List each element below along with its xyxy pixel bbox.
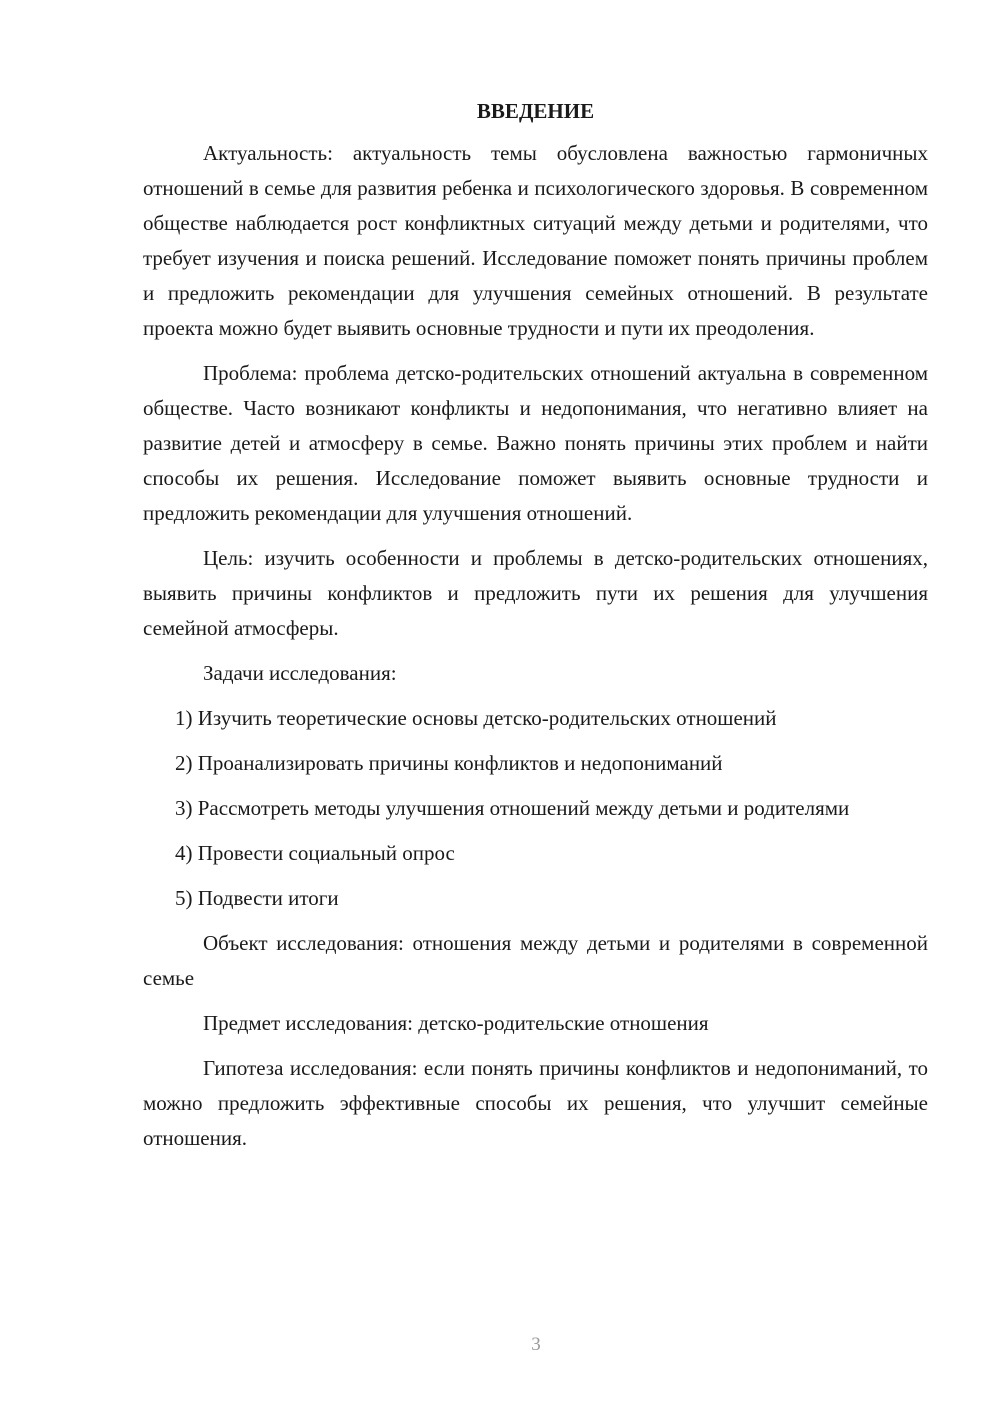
object-paragraph: Объект исследования: отношения между детьми и родителями в современной семье [143,931,928,990]
section-heading: ВВЕДЕНИЕ [476,99,595,123]
tasks-title: Задачи исследования: [203,661,397,685]
page-number: 3 [531,1334,541,1355]
task-item-5: 5) Подвести итоги [175,886,339,910]
page-content [143,96,928,1166]
task-item-1: 1) Изучить теоретические основы детско-родительских отношений [175,706,777,730]
subject-paragraph: Предмет исследования: детско-родительские отношения [203,1011,709,1035]
task-item-4: 4) Провести социальный опрос [175,841,455,865]
relevance-paragraph: Актуальность: актуальность темы обусловлена важностью гармоничных отношений в семье для развития ребенка и психологического здоровья. В современном обществе наблюдается рост конфликтных ситуаций между детьми и родителями, что требует изучения и поиска решений. Исследование поможет понять причины проблем и предложить рекомендации для улучшения семейных отношений. В результате проекта можно будет выявить основные трудности и пути их преодоления. [143,141,928,340]
task-item-2: 2) Проанализировать причины конфликтов и недопониманий [175,751,723,775]
hypothesis-paragraph: Гипотеза исследования: если понять причины конфликтов и недопониманий, то можно предложить эффективные способы их решения, что улучшит семейные отношения. [143,1056,928,1150]
goal-paragraph: Цель: изучить особенности и проблемы в детско-родительских отношениях, выявить причины конфликтов и предложить пути их решения для улучшения семейной атмосферы. [143,546,928,640]
problem-paragraph: Проблема: проблема детско-родительских отношений актуальна в современном обществе. Часто возникают конфликты и недопонимания, что негативно влияет на развитие детей и атмосферу в семье. Важно понять причины этих проблем и найти способы их решения. Исследование поможет выявить основные трудности и предложить рекомендации для улучшения отношений. [143,361,928,525]
task-item-3: 3) Рассмотреть методы улучшения отношений между детьми и родителями [175,796,850,820]
